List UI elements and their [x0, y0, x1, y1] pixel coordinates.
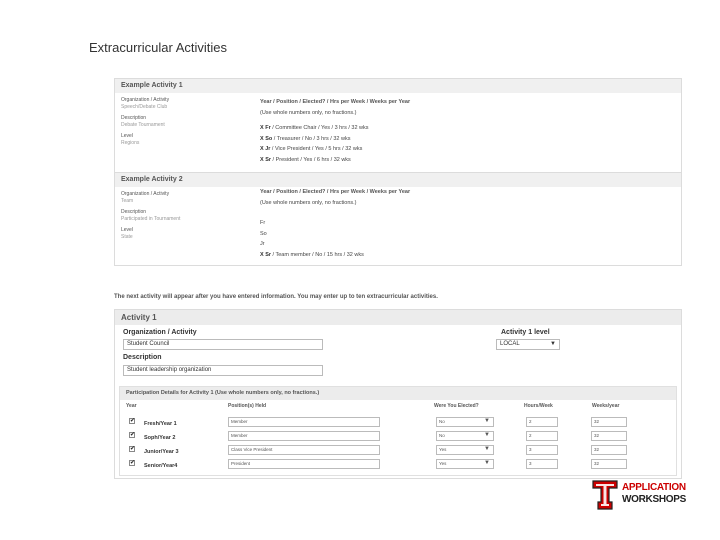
desc-label: Description [121, 115, 147, 121]
year-label: Junior/Year 3 [144, 449, 179, 455]
desc-label: Description [123, 354, 162, 361]
example-activity-1-panel [114, 78, 682, 174]
level-label: Level [121, 133, 133, 139]
org-value: Speech/Debate Club [121, 103, 168, 110]
year-label: Senior/Year4 [144, 463, 178, 469]
example-row: Fr [260, 220, 266, 226]
weeks-input[interactable]: 32 [591, 431, 627, 441]
level-label: Level [121, 227, 133, 233]
position-input[interactable]: Member [228, 431, 380, 441]
details-subheader: (Use whole numbers only, no fractions.) [260, 199, 357, 206]
level-select-value: LOCAL [500, 341, 520, 347]
page-title: Extracurricular Activities [89, 40, 227, 55]
col-hours: Hours/Week [524, 403, 553, 409]
col-weeks: Weeks/year [592, 403, 620, 409]
activity-1-form [114, 309, 682, 479]
participation-details-heading: Participation Details for Activity 1 (Use whole numbers only, no fractions.) [120, 387, 676, 400]
example-row: Jr [260, 241, 265, 247]
desc-label: Description [121, 209, 147, 215]
year-label: Soph/Year 2 [144, 435, 176, 441]
chevron-down-icon: ▼ [484, 418, 490, 424]
chevron-down-icon: ▼ [550, 341, 556, 347]
table-row [120, 459, 676, 473]
org-label: Organization / Activity [121, 191, 170, 197]
description-input[interactable]: Student leadership organization [123, 365, 323, 376]
elected-select[interactable]: Yes ▼ [436, 445, 494, 455]
example-activity-2-fields [121, 191, 180, 240]
hours-input[interactable]: 3 [526, 459, 558, 469]
example-activity-2-panel [114, 172, 682, 266]
elected-select[interactable]: Yes ▼ [436, 459, 494, 469]
level-label: Activity 1 level [501, 329, 550, 336]
logo-line-1: APPLICATION [622, 482, 686, 493]
year-checkbox[interactable]: ✔ [130, 446, 136, 452]
desc-value: Debate Tournament [121, 121, 165, 128]
logo-line-2: WORKSHOPS [622, 494, 686, 505]
chevron-down-icon: ▼ [484, 446, 490, 452]
level-value: Regions [121, 139, 140, 146]
double-t-logo-icon [592, 480, 618, 510]
example-row: So [260, 230, 267, 237]
chevron-down-icon: ▼ [484, 460, 490, 466]
weeks-input[interactable]: 32 [591, 445, 627, 455]
details-header: Year / Position / Elected? / Hrs per Week / Weeks per Year [260, 99, 411, 105]
activity-limit-note: The next activity will appear after you have entered information. You may enter up to ten extracurricular activities. [114, 294, 438, 300]
elected-select[interactable]: No ▼ [436, 431, 494, 441]
example-row: X Sr / Team member / No / 15 hrs / 32 wks [260, 251, 364, 258]
level-value: State [121, 233, 133, 240]
participation-details [119, 386, 677, 476]
activity-1-heading: Activity 1 [115, 310, 681, 325]
table-row [120, 417, 676, 431]
elected-select[interactable]: No ▼ [436, 417, 494, 427]
org-label: Organization / Activity [123, 329, 197, 336]
details-subheader: (Use whole numbers only, no fractions.) [260, 109, 357, 116]
year-checkbox[interactable]: ✔ [130, 418, 136, 424]
example-row: X Sr / President / Yes / 6 hrs / 32 wks [260, 156, 351, 163]
hours-input[interactable]: 2 [526, 431, 558, 441]
org-value: Team [121, 197, 134, 204]
hours-input[interactable]: 3 [526, 445, 558, 455]
year-checkbox[interactable]: ✔ [130, 432, 136, 438]
position-input[interactable]: Class Vice President [228, 445, 380, 455]
chevron-down-icon: ▼ [484, 432, 490, 438]
position-input[interactable]: Member [228, 417, 380, 427]
example-row: X So / Treasurer / No / 3 hrs / 32 wks [260, 135, 351, 142]
org-label: Organization / Activity [121, 97, 170, 103]
table-row [120, 431, 676, 445]
position-input[interactable]: President [228, 459, 380, 469]
example-row: X Jr / Vice President / Yes / 5 hrs / 32 wks [260, 146, 363, 152]
col-position: Position(s) Held [228, 403, 267, 409]
level-select[interactable] [496, 339, 560, 350]
desc-value: Participated in Tournament [121, 215, 181, 222]
year-label: Fresh/Year 1 [144, 421, 177, 427]
weeks-input[interactable]: 32 [591, 459, 627, 469]
example-activity-1-details [260, 97, 410, 165]
example-activity-1-heading: Example Activity 1 [115, 79, 681, 93]
year-checkbox[interactable]: ✔ [130, 460, 136, 466]
organization-input[interactable]: Student Council [123, 339, 323, 350]
hours-input[interactable]: 2 [526, 417, 558, 427]
col-elected: Were You Elected? [434, 403, 479, 409]
col-year: Year [126, 403, 137, 409]
example-activity-1-fields [121, 97, 169, 146]
example-activity-2-details [260, 187, 410, 260]
details-header: Year / Position / Elected? / Hrs per Week / Weeks per Year [260, 189, 411, 195]
application-workshops-logo [592, 480, 684, 510]
example-row: X Fr / Committee Chair / Yes / 3 hrs / 32 wks [260, 125, 369, 131]
example-activity-2-heading: Example Activity 2 [115, 173, 681, 187]
table-row [120, 445, 676, 459]
weeks-input[interactable]: 32 [591, 417, 627, 427]
